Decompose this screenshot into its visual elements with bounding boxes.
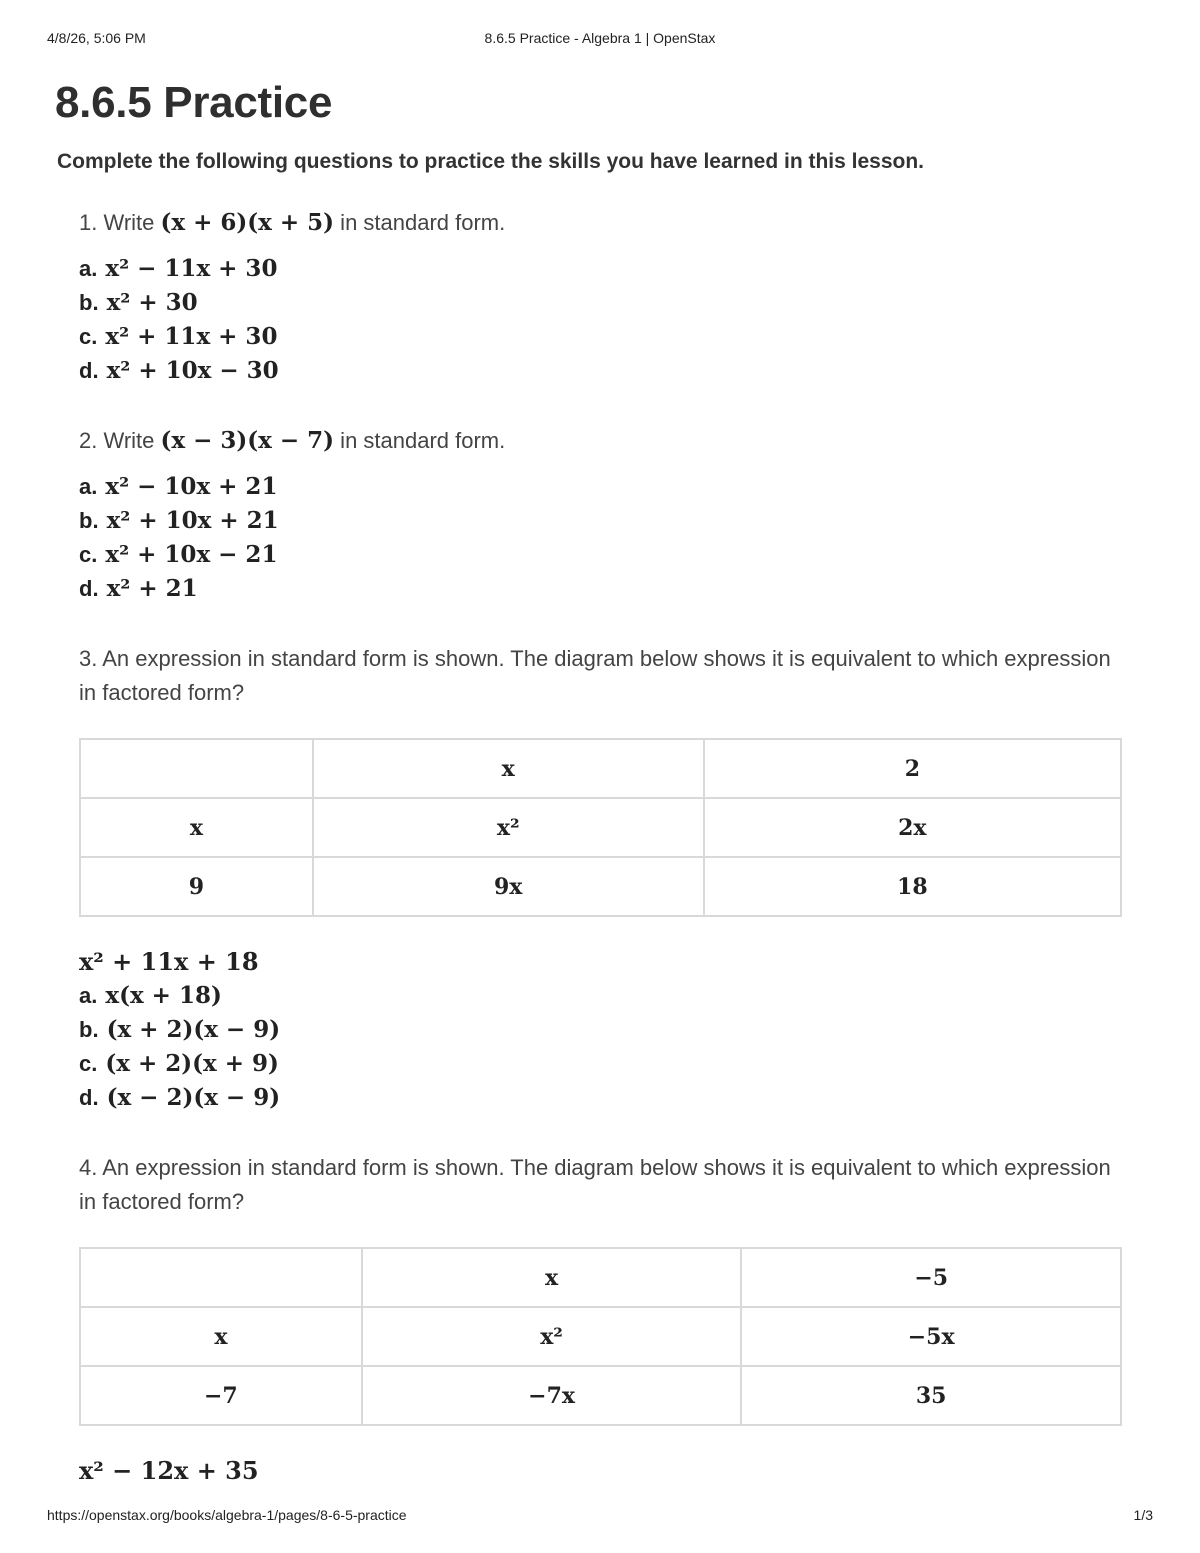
prompt-text: 2. Write	[79, 428, 161, 453]
answer-option-b[interactable]	[79, 286, 1124, 320]
table-cell: x²	[313, 798, 704, 857]
option-math: x² − 10x + 21	[105, 473, 278, 500]
print-url: https://openstax.org/books/algebra-1/pages/8-6-5-practice	[47, 1507, 407, 1523]
answer-options	[79, 470, 1124, 606]
answer-options	[79, 979, 1124, 1115]
table-cell: 9x	[313, 857, 704, 916]
table-cell: 9	[80, 857, 313, 916]
table-cell: x	[362, 1248, 742, 1307]
intro-text: Complete the following questions to practice the skills you have learned in this lesson.	[57, 150, 925, 173]
print-page-title: 8.6.5 Practice - Algebra 1 | OpenStax	[484, 30, 716, 46]
table-cell: x	[80, 1307, 362, 1366]
table-cell: 35	[741, 1366, 1121, 1425]
table-cell: 18	[704, 857, 1121, 916]
table-row	[80, 1366, 1121, 1425]
answer-option-a[interactable]	[79, 979, 1124, 1013]
answer-option-b[interactable]	[79, 504, 1124, 538]
table-cell: −5x	[741, 1307, 1121, 1366]
answer-option-c[interactable]	[79, 538, 1124, 572]
answer-option-b[interactable]	[79, 1013, 1124, 1047]
question-2	[79, 424, 1124, 606]
answer-option-a[interactable]	[79, 470, 1124, 504]
question-1	[79, 206, 1124, 388]
table-cell: −7x	[362, 1366, 742, 1425]
option-math: x² + 10x − 30	[106, 357, 279, 384]
answer-options	[79, 252, 1124, 388]
option-math: x² + 10x − 21	[105, 541, 278, 568]
option-letter: d.	[79, 576, 99, 601]
option-math: (x − 2)(x − 9)	[106, 1084, 281, 1111]
question-prompt	[79, 206, 1124, 240]
option-letter: a.	[79, 474, 98, 499]
question-4	[79, 1151, 1124, 1488]
answer-option-c[interactable]	[79, 320, 1124, 354]
page-number: 1/3	[1133, 1507, 1153, 1523]
practice-content	[79, 206, 1124, 1524]
table-cell: x²	[362, 1307, 742, 1366]
print-date: 4/8/26, 5:06 PM	[47, 30, 146, 46]
option-letter: c.	[79, 324, 98, 349]
option-math: x² + 21	[106, 575, 198, 602]
page-title: 8.6.5 Practice	[55, 78, 333, 127]
area-model-table	[79, 738, 1122, 917]
answer-option-d[interactable]	[79, 354, 1124, 388]
question-3	[79, 642, 1124, 1115]
prompt-math: (x − 3)(x − 7)	[160, 427, 335, 454]
option-letter: d.	[79, 1085, 99, 1110]
option-math: x² + 30	[106, 289, 198, 316]
question-prompt: 3. An expression in standard form is shown. The diagram below shows it is equivalent to which expression in factored form?	[79, 646, 1111, 705]
option-letter: b.	[79, 290, 99, 315]
table-cell: −5	[741, 1248, 1121, 1307]
table-cell: x	[313, 739, 704, 798]
option-letter: c.	[79, 542, 98, 567]
prompt-text: 1. Write	[79, 210, 161, 235]
answer-option-d[interactable]	[79, 572, 1124, 606]
option-math: (x + 2)(x − 9)	[106, 1016, 281, 1043]
option-letter: a.	[79, 983, 98, 1008]
option-math: (x + 2)(x + 9)	[105, 1050, 279, 1077]
option-letter: d.	[79, 358, 99, 383]
area-model-table	[79, 1247, 1122, 1426]
table-row	[80, 1248, 1121, 1307]
option-math: x² + 10x + 21	[106, 507, 279, 534]
option-letter: c.	[79, 1051, 98, 1076]
table-cell: −7	[80, 1366, 362, 1425]
question-prompt	[79, 424, 1124, 458]
prompt-text: in standard form.	[334, 210, 506, 235]
table-cell: x	[80, 798, 313, 857]
standard-form-expression: x² + 11x + 18	[79, 947, 259, 976]
table-row	[80, 739, 1121, 798]
option-letter: b.	[79, 508, 99, 533]
table-row	[80, 798, 1121, 857]
answer-option-a[interactable]	[79, 252, 1124, 286]
table-cell: 2x	[704, 798, 1121, 857]
table-cell: 2	[704, 739, 1121, 798]
prompt-text: in standard form.	[334, 428, 506, 453]
standard-form-expression: x² − 12x + 35	[79, 1456, 259, 1485]
table-cell	[80, 1248, 362, 1307]
option-math: x² − 11x + 30	[105, 255, 278, 282]
question-prompt: 4. An expression in standard form is shown. The diagram below shows it is equivalent to which expression in factored form?	[79, 1155, 1111, 1214]
table-cell	[80, 739, 313, 798]
option-math: x(x + 18)	[105, 982, 222, 1009]
answer-option-c[interactable]	[79, 1047, 1124, 1081]
option-math: x² + 11x + 30	[105, 323, 278, 350]
answer-option-d[interactable]	[79, 1081, 1124, 1115]
prompt-math: (x + 6)(x + 5)	[160, 209, 335, 236]
table-row	[80, 1307, 1121, 1366]
table-row	[80, 857, 1121, 916]
option-letter: a.	[79, 256, 98, 281]
option-letter: b.	[79, 1017, 99, 1042]
